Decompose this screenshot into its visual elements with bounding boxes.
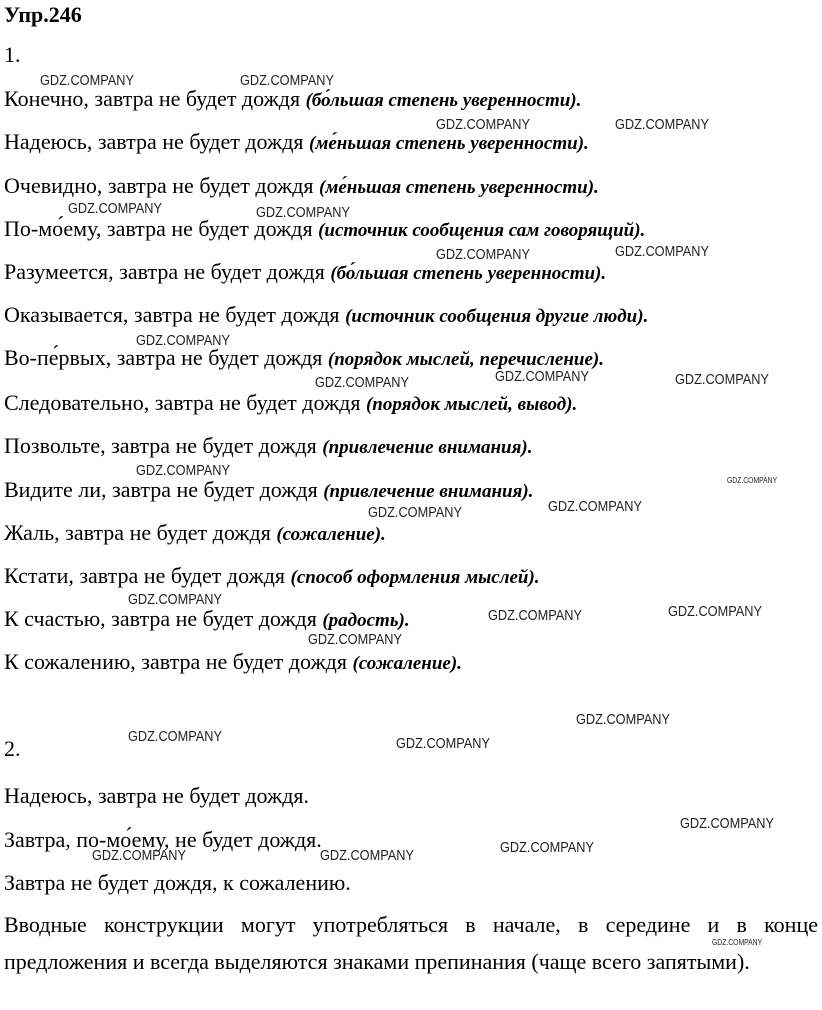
sentence-note: (ме́ньшая степень уверенности). (309, 133, 589, 154)
sentence-text: Конечно, завтра не будет дождя (4, 86, 301, 111)
example-sentence: Надеюсь, завтра не будет дождя. (4, 783, 310, 808)
sentence-text: Разумеется, завтра не будет дождя (4, 259, 325, 284)
watermark: GDZ.COMPANY (240, 72, 334, 89)
sentence-text: Надеюсь, завтра не будет дождя (4, 129, 304, 154)
watermark: GDZ.COMPANY (680, 815, 774, 832)
sentence-line (4, 86, 581, 112)
sentence-note: (способ оформления мыслей). (290, 567, 540, 588)
watermark: GDZ.COMPANY (436, 116, 530, 133)
sentence-text: Следовательно, завтра не будет дождя (4, 390, 361, 415)
sentence-text: Видите ли, завтра не будет дождя (4, 477, 318, 502)
sentence-line (4, 173, 599, 199)
sentence-line (4, 563, 540, 589)
watermark: GDZ.COMPANY (368, 504, 462, 521)
watermark: GDZ.COMPANY (727, 476, 778, 485)
sentence-line (4, 477, 533, 503)
watermark: GDZ.COMPANY (68, 200, 162, 217)
watermark: GDZ.COMPANY (712, 938, 763, 947)
sentence-text: Позвольте, завтра не будет дождя (4, 433, 317, 458)
sentence-note: (бо́льшая степень уверенности). (305, 90, 582, 111)
watermark: GDZ.COMPANY (308, 631, 402, 648)
sentence-note: (источник сообщения сам говорящий). (318, 220, 646, 241)
sentence-note: (радость). (322, 610, 410, 631)
sentence-text: К сожалению, завтра не будет дождя (4, 649, 347, 674)
watermark: GDZ.COMPANY (315, 374, 409, 391)
sentence-line (4, 390, 577, 416)
watermark: GDZ.COMPANY (136, 332, 230, 349)
sentence-note: (бо́льшая степень уверенности). (330, 263, 607, 284)
watermark: GDZ.COMPANY (40, 72, 134, 89)
example-sentence: Завтра не будет дождя, к сожалению. (4, 870, 351, 895)
part-1-label: 1. (4, 42, 21, 67)
sentence-note: (сожаление). (352, 653, 462, 674)
watermark: GDZ.COMPANY (576, 711, 670, 728)
watermark: GDZ.COMPANY (495, 368, 589, 385)
watermark: GDZ.COMPANY (668, 603, 762, 620)
watermark: GDZ.COMPANY (548, 498, 642, 515)
sentence-text: Очевидно, завтра не будет дождя (4, 173, 314, 198)
watermark: GDZ.COMPANY (128, 728, 222, 745)
example-sentence: Завтра, по-мо́ему, не будет дождя. (4, 827, 322, 852)
sentence-text: Жаль, завтра не будет дождя (4, 520, 271, 545)
sentence-text: К счастью, завтра не будет дождя (4, 606, 317, 631)
part-2-label: 2. (4, 736, 21, 761)
sentence-note: (сожаление). (276, 524, 386, 545)
sentence-line (4, 302, 648, 328)
sentence-note: (источник сообщения другие люди). (345, 306, 649, 327)
sentence-line (4, 433, 532, 459)
sentence-text: Кстати, завтра не будет дождя (4, 563, 286, 588)
sentence-line (4, 520, 386, 546)
watermark: GDZ.COMPANY (92, 847, 186, 864)
exercise-title: Упр.246 (4, 2, 82, 27)
sentence-note: (привлечение внимания). (322, 437, 533, 458)
watermark: GDZ.COMPANY (136, 462, 230, 479)
watermark: GDZ.COMPANY (500, 839, 594, 856)
watermark: GDZ.COMPANY (256, 204, 350, 221)
watermark: GDZ.COMPANY (675, 371, 769, 388)
watermark: GDZ.COMPANY (615, 243, 709, 260)
sentence-text: По-мо́ему, завтра не будет дождя (4, 216, 313, 241)
watermark: GDZ.COMPANY (396, 735, 490, 752)
watermark: GDZ.COMPANY (128, 591, 222, 608)
sentence-text: Оказывается, завтра не будет дождя (4, 302, 340, 327)
sentence-note: (порядок мыслей, вывод). (365, 394, 578, 415)
sentence-line (4, 649, 462, 675)
sentence-note: (ме́ньшая степень уверенности). (319, 177, 599, 198)
conclusion-paragraph: Вводные конструкции могут употребляться в начале, в середине и в конце предложения и всегда выделяются знаками препинания (чаще всего запятыми). (4, 912, 818, 974)
sentence-note: (порядок мыслей, перечисление). (327, 349, 604, 370)
watermark: GDZ.COMPANY (320, 847, 414, 864)
sentence-line (4, 606, 410, 632)
sentence-note: (привлечение внимания). (323, 481, 534, 502)
watermark: GDZ.COMPANY (488, 607, 582, 624)
sentence-text: Во-пе́рвых, завтра не будет дождя (4, 345, 323, 370)
watermark: GDZ.COMPANY (615, 116, 709, 133)
watermark: GDZ.COMPANY (436, 246, 530, 263)
